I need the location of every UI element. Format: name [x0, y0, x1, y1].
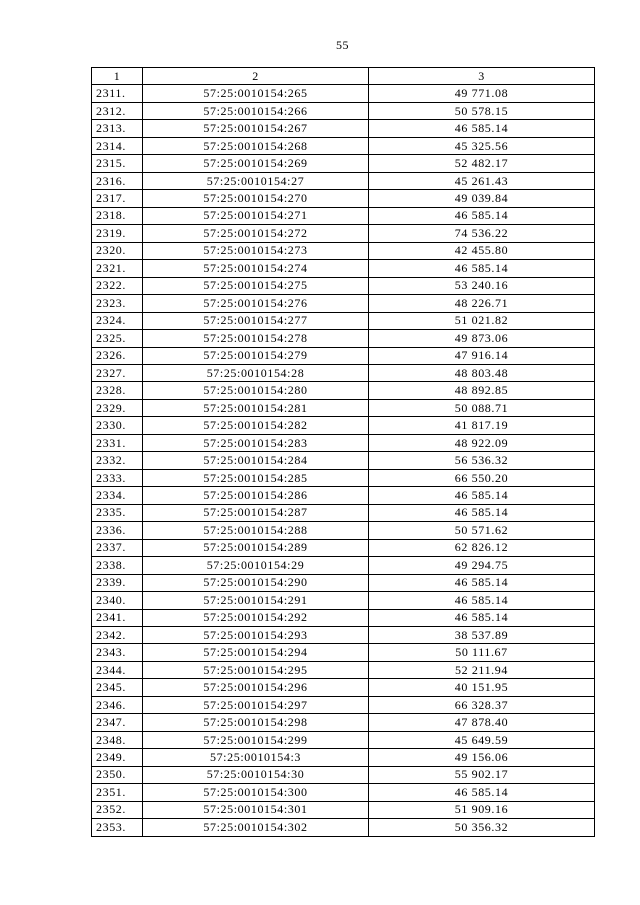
cadastral-number-cell: 57:25:0010154:295 [143, 661, 369, 678]
row-number-cell: 2335. [92, 504, 143, 521]
row-number-cell: 2315. [92, 155, 143, 172]
cadastral-number-cell: 57:25:0010154:286 [143, 487, 369, 504]
row-number-cell: 2318. [92, 207, 143, 224]
value-cell: 53 240.16 [369, 277, 595, 294]
value-cell: 46 585.14 [369, 487, 595, 504]
table-row [92, 434, 595, 451]
value-cell: 46 585.14 [369, 504, 595, 521]
cadastral-number-cell: 57:25:0010154:30 [143, 766, 369, 783]
table-row [92, 225, 595, 242]
row-number-cell: 2312. [92, 102, 143, 119]
value-cell: 51 021.82 [369, 312, 595, 329]
cadastral-number-cell: 57:25:0010154:299 [143, 731, 369, 748]
table-row [92, 137, 595, 154]
table-row [92, 155, 595, 172]
cadastral-number-cell: 57:25:0010154:289 [143, 539, 369, 556]
table-row [92, 172, 595, 189]
value-cell: 46 585.14 [369, 207, 595, 224]
cadastral-number-cell: 57:25:0010154:271 [143, 207, 369, 224]
value-cell: 62 826.12 [369, 539, 595, 556]
cadastral-number-cell: 57:25:0010154:28 [143, 364, 369, 381]
row-number-cell: 2326. [92, 347, 143, 364]
table-row [92, 85, 595, 102]
value-cell: 56 536.32 [369, 452, 595, 469]
cadastral-number-cell: 57:25:0010154:290 [143, 574, 369, 591]
value-cell: 49 873.06 [369, 330, 595, 347]
row-number-cell: 2348. [92, 731, 143, 748]
row-number-cell: 2343. [92, 644, 143, 661]
table-row [92, 330, 595, 347]
value-cell: 47 916.14 [369, 347, 595, 364]
table-row [92, 679, 595, 696]
cadastral-number-cell: 57:25:0010154:298 [143, 714, 369, 731]
row-number-cell: 2334. [92, 487, 143, 504]
header-cell-col-1: 1 [92, 68, 143, 85]
row-number-cell: 2332. [92, 452, 143, 469]
row-number-cell: 2345. [92, 679, 143, 696]
data-table [91, 67, 595, 837]
cadastral-number-cell: 57:25:0010154:265 [143, 85, 369, 102]
row-number-cell: 2325. [92, 330, 143, 347]
row-number-cell: 2338. [92, 557, 143, 574]
cadastral-number-cell: 57:25:0010154:266 [143, 102, 369, 119]
table-row [92, 784, 595, 801]
row-number-cell: 2347. [92, 714, 143, 731]
row-number-cell: 2322. [92, 277, 143, 294]
value-cell: 46 585.14 [369, 260, 595, 277]
cadastral-number-cell: 57:25:0010154:268 [143, 137, 369, 154]
row-number-cell: 2353. [92, 819, 143, 836]
table-row [92, 469, 595, 486]
cadastral-number-cell: 57:25:0010154:267 [143, 120, 369, 137]
value-cell: 46 585.14 [369, 120, 595, 137]
value-cell: 46 585.14 [369, 784, 595, 801]
row-number-cell: 2323. [92, 295, 143, 312]
table-row [92, 592, 595, 609]
table-row [92, 714, 595, 731]
table-row [92, 190, 595, 207]
cadastral-number-cell: 57:25:0010154:270 [143, 190, 369, 207]
header-cell-col-3: 3 [369, 68, 595, 85]
table-row [92, 295, 595, 312]
table-header [92, 68, 595, 85]
table-row [92, 609, 595, 626]
value-cell: 66 550.20 [369, 469, 595, 486]
table-row [92, 102, 595, 119]
cadastral-number-cell: 57:25:0010154:287 [143, 504, 369, 521]
cadastral-number-cell: 57:25:0010154:288 [143, 522, 369, 539]
cadastral-number-cell: 57:25:0010154:278 [143, 330, 369, 347]
value-cell: 52 482.17 [369, 155, 595, 172]
cadastral-number-cell: 57:25:0010154:273 [143, 242, 369, 259]
cadastral-number-cell: 57:25:0010154:275 [143, 277, 369, 294]
value-cell: 40 151.95 [369, 679, 595, 696]
row-number-cell: 2311. [92, 85, 143, 102]
value-cell: 49 039.84 [369, 190, 595, 207]
row-number-cell: 2321. [92, 260, 143, 277]
cadastral-number-cell: 57:25:0010154:272 [143, 225, 369, 242]
table-row [92, 260, 595, 277]
cadastral-number-cell: 57:25:0010154:282 [143, 417, 369, 434]
table-row [92, 801, 595, 818]
table-row [92, 399, 595, 416]
cadastral-number-cell: 57:25:0010154:294 [143, 644, 369, 661]
table-row [92, 819, 595, 836]
row-number-cell: 2320. [92, 242, 143, 259]
value-cell: 46 585.14 [369, 574, 595, 591]
table-row [92, 731, 595, 748]
table-row [92, 749, 595, 766]
value-cell: 46 585.14 [369, 592, 595, 609]
row-number-cell: 2329. [92, 399, 143, 416]
value-cell: 42 455.80 [369, 242, 595, 259]
value-cell: 50 578.15 [369, 102, 595, 119]
table-row [92, 557, 595, 574]
table-row [92, 242, 595, 259]
value-cell: 66 328.37 [369, 696, 595, 713]
value-cell: 49 156.06 [369, 749, 595, 766]
value-cell: 45 261.43 [369, 172, 595, 189]
cadastral-number-cell: 57:25:0010154:292 [143, 609, 369, 626]
row-number-cell: 2319. [92, 225, 143, 242]
value-cell: 50 111.67 [369, 644, 595, 661]
cadastral-number-cell: 57:25:0010154:274 [143, 260, 369, 277]
value-cell: 55 902.17 [369, 766, 595, 783]
value-cell: 45 649.59 [369, 731, 595, 748]
table-row [92, 207, 595, 224]
value-cell: 49 771.08 [369, 85, 595, 102]
table-row [92, 574, 595, 591]
table-row [92, 277, 595, 294]
header-cell-col-2: 2 [143, 68, 369, 85]
value-cell: 50 088.71 [369, 399, 595, 416]
value-cell: 74 536.22 [369, 225, 595, 242]
row-number-cell: 2314. [92, 137, 143, 154]
table-row [92, 627, 595, 644]
row-number-cell: 2337. [92, 539, 143, 556]
value-cell: 38 537.89 [369, 627, 595, 644]
row-number-cell: 2349. [92, 749, 143, 766]
table-row [92, 504, 595, 521]
row-number-cell: 2330. [92, 417, 143, 434]
cadastral-number-cell: 57:25:0010154:284 [143, 452, 369, 469]
cadastral-number-cell: 57:25:0010154:276 [143, 295, 369, 312]
value-cell: 50 571.62 [369, 522, 595, 539]
table-row [92, 644, 595, 661]
value-cell: 48 226.71 [369, 295, 595, 312]
cadastral-number-cell: 57:25:0010154:269 [143, 155, 369, 172]
cadastral-number-cell: 57:25:0010154:285 [143, 469, 369, 486]
cadastral-number-cell: 57:25:0010154:296 [143, 679, 369, 696]
cadastral-number-cell: 57:25:0010154:283 [143, 434, 369, 451]
table-row [92, 696, 595, 713]
header-row [92, 68, 595, 85]
row-number-cell: 2316. [92, 172, 143, 189]
table-row [92, 347, 595, 364]
row-number-cell: 2351. [92, 784, 143, 801]
row-number-cell: 2340. [92, 592, 143, 609]
cadastral-number-cell: 57:25:0010154:27 [143, 172, 369, 189]
value-cell: 51 909.16 [369, 801, 595, 818]
row-number-cell: 2333. [92, 469, 143, 486]
cadastral-number-cell: 57:25:0010154:300 [143, 784, 369, 801]
cadastral-number-cell: 57:25:0010154:277 [143, 312, 369, 329]
table-row [92, 661, 595, 678]
page-number: 55 [336, 38, 349, 52]
value-cell: 41 817.19 [369, 417, 595, 434]
row-number-cell: 2352. [92, 801, 143, 818]
cadastral-number-cell: 57:25:0010154:297 [143, 696, 369, 713]
row-number-cell: 2313. [92, 120, 143, 137]
table-row [92, 522, 595, 539]
row-number-cell: 2317. [92, 190, 143, 207]
table-row [92, 766, 595, 783]
table-row [92, 417, 595, 434]
cadastral-number-cell: 57:25:0010154:279 [143, 347, 369, 364]
table-row [92, 120, 595, 137]
row-number-cell: 2328. [92, 382, 143, 399]
value-cell: 49 294.75 [369, 557, 595, 574]
value-cell: 52 211.94 [369, 661, 595, 678]
cadastral-number-cell: 57:25:0010154:291 [143, 592, 369, 609]
row-number-cell: 2346. [92, 696, 143, 713]
cadastral-number-cell: 57:25:0010154:29 [143, 557, 369, 574]
cadastral-number-cell: 57:25:0010154:301 [143, 801, 369, 818]
table-body [92, 85, 595, 836]
cadastral-number-cell: 57:25:0010154:302 [143, 819, 369, 836]
value-cell: 46 585.14 [369, 609, 595, 626]
value-cell: 48 892.85 [369, 382, 595, 399]
cadastral-number-cell: 57:25:0010154:3 [143, 749, 369, 766]
row-number-cell: 2324. [92, 312, 143, 329]
table-row [92, 364, 595, 381]
table-row [92, 312, 595, 329]
row-number-cell: 2336. [92, 522, 143, 539]
row-number-cell: 2342. [92, 627, 143, 644]
value-cell: 47 878.40 [369, 714, 595, 731]
value-cell: 45 325.56 [369, 137, 595, 154]
row-number-cell: 2341. [92, 609, 143, 626]
cadastral-number-cell: 57:25:0010154:293 [143, 627, 369, 644]
row-number-cell: 2331. [92, 434, 143, 451]
table-row [92, 487, 595, 504]
value-cell: 48 803.48 [369, 364, 595, 381]
table-row [92, 452, 595, 469]
value-cell: 50 356.32 [369, 819, 595, 836]
table-row [92, 382, 595, 399]
row-number-cell: 2327. [92, 364, 143, 381]
value-cell: 48 922.09 [369, 434, 595, 451]
row-number-cell: 2350. [92, 766, 143, 783]
cadastral-number-cell: 57:25:0010154:281 [143, 399, 369, 416]
table-row [92, 539, 595, 556]
row-number-cell: 2339. [92, 574, 143, 591]
row-number-cell: 2344. [92, 661, 143, 678]
cadastral-number-cell: 57:25:0010154:280 [143, 382, 369, 399]
